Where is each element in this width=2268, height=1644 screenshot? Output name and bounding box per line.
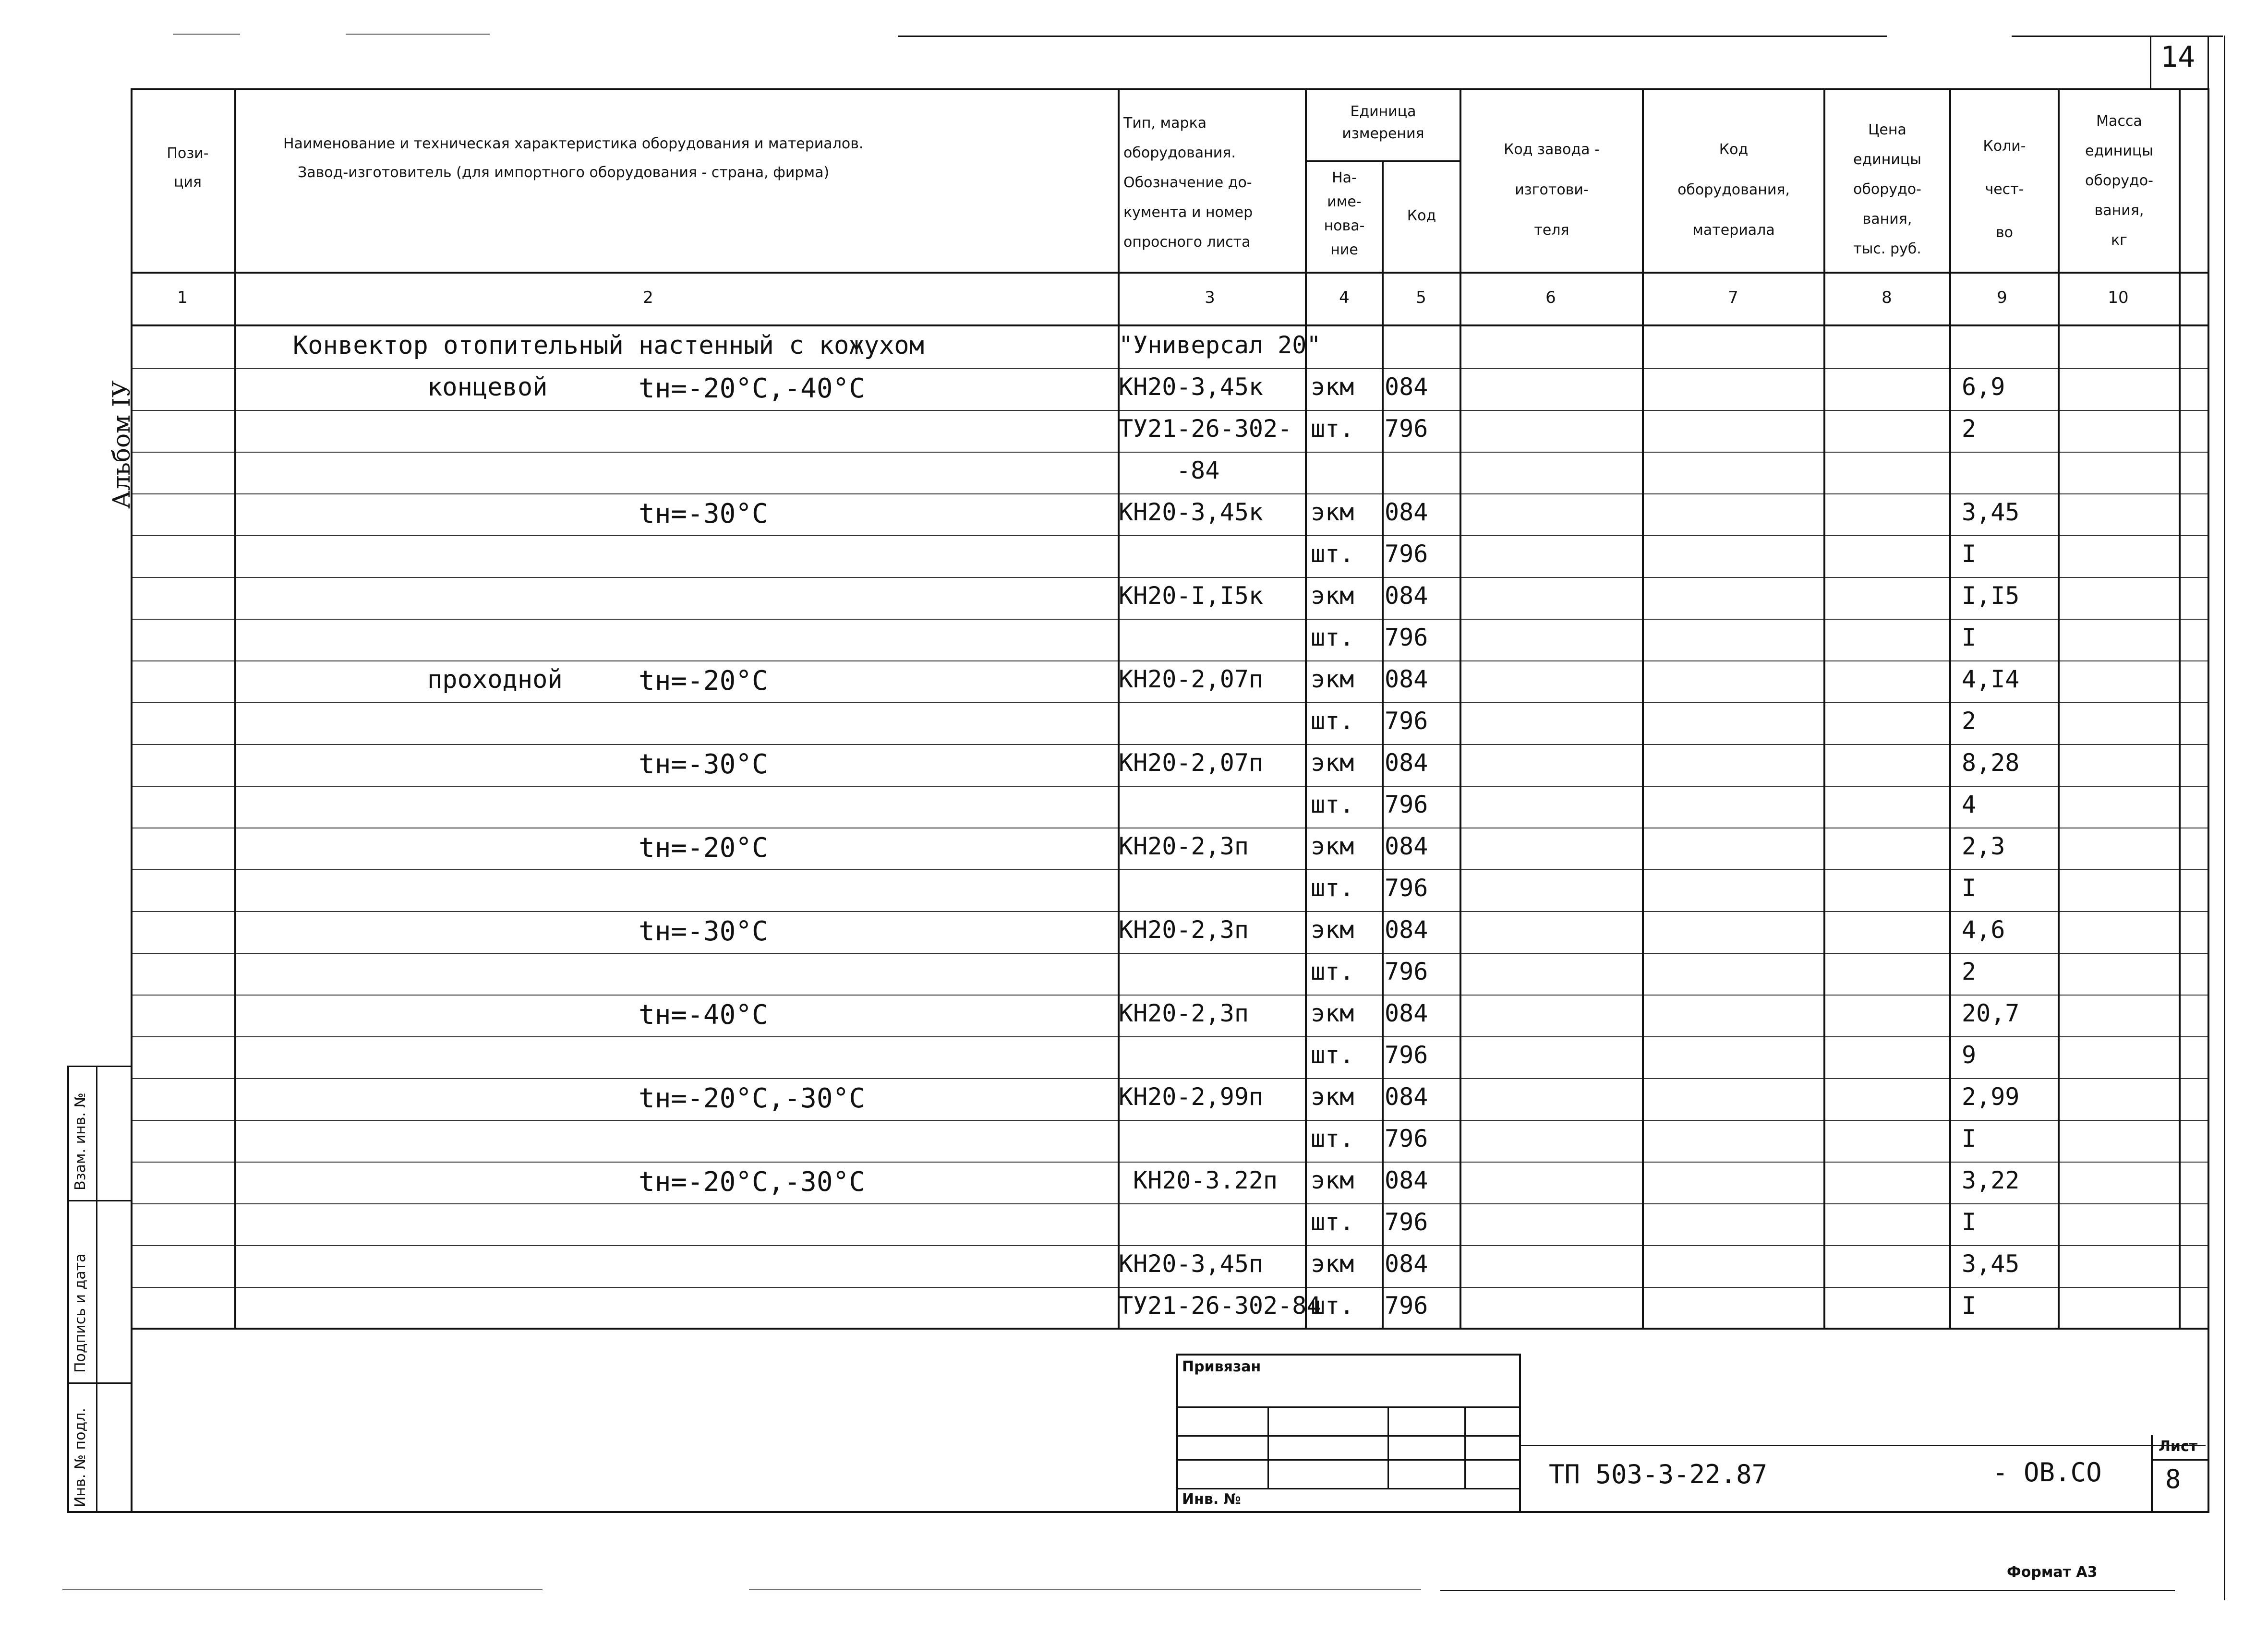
- header-col-9-l2: чест-: [1985, 181, 2024, 198]
- row-unit-code: 796: [1385, 415, 1428, 443]
- row-type: КН20-2,07п: [1119, 665, 1264, 693]
- header-col-1-l1: Пози-: [167, 145, 209, 162]
- row-type: КН20-3,45п: [1119, 1250, 1264, 1278]
- doc-code: ТП 503-3-22.87: [1549, 1459, 1768, 1489]
- row-quantity: I: [1962, 1125, 1977, 1152]
- header-col-3-l2: оборудования.: [1123, 144, 1236, 161]
- col-number-1: 1: [177, 288, 188, 307]
- row-unit-name: шт.: [1311, 958, 1354, 985]
- row-unit-name: экм: [1311, 916, 1354, 944]
- header-col-7-l2: оборудования,: [1677, 181, 1790, 198]
- header-col-4-l3: нова-: [1324, 217, 1365, 234]
- header-col-9: [1951, 125, 2058, 254]
- row-quantity: I: [1962, 1292, 1977, 1320]
- row-unit-name: шт.: [1311, 624, 1354, 651]
- row-unit-name: экм: [1311, 498, 1354, 526]
- col-number-10: 10: [2108, 288, 2129, 307]
- row-quantity: I: [1962, 624, 1977, 651]
- row-type: КН20-2,3п: [1119, 999, 1249, 1027]
- header-unit-title-l1: Единица: [1350, 103, 1416, 120]
- row-unit-code: 796: [1385, 791, 1428, 818]
- row-unit-name: экм: [1311, 999, 1354, 1027]
- row-temperature: tн=-20°С: [639, 832, 768, 864]
- header-col-5: Код: [1407, 207, 1436, 224]
- row-temperature: tн=-20°С,-30°С: [639, 1166, 866, 1198]
- header-col-8-l2: единицы: [1853, 151, 1921, 168]
- format-label: Формат А3: [2007, 1564, 2098, 1581]
- row-type: КН20-2,07п: [1119, 749, 1264, 777]
- row-temperature: tн=-20°С,-30°С: [639, 1083, 866, 1114]
- sheet-number: 8: [2165, 1464, 2181, 1494]
- row-unit-code: 084: [1385, 999, 1428, 1027]
- row-unit-name: шт.: [1311, 1125, 1354, 1152]
- row-unit-name: шт.: [1311, 1292, 1354, 1320]
- row-unit-code: 796: [1385, 874, 1428, 902]
- album-label: Альбом IУ: [108, 380, 135, 509]
- side-label-replaced-inv: Взам. инв. №: [72, 1092, 89, 1190]
- header-col-7-l1: Код: [1719, 141, 1749, 158]
- col-number-2: 2: [643, 288, 653, 307]
- header-col-2-l2: Завод-изготовитель (для импортного оборудования - страна, фирма): [298, 164, 830, 181]
- row-unit-code: 084: [1385, 749, 1428, 777]
- header-unit-title-l2: измерения: [1342, 125, 1424, 142]
- row-type: ТУ21-26-302-: [1119, 415, 1292, 443]
- row-quantity: 2,3: [1962, 832, 2005, 860]
- row-quantity: I: [1962, 540, 1977, 568]
- header-col-7-l3: материала: [1692, 222, 1775, 239]
- row-name: концевой: [427, 373, 548, 402]
- row-unit-code: 796: [1385, 1208, 1428, 1236]
- side-label-signature-date: Подпись и дата: [72, 1253, 89, 1373]
- header-unit-title: [1307, 101, 1460, 145]
- stamp-bound-label: Привязан: [1182, 1358, 1261, 1375]
- doc-suffix: - ОВ.СО: [1992, 1457, 2102, 1488]
- header-col-3-l3: Обозначение до-: [1123, 174, 1252, 191]
- header-col-10: [2060, 107, 2179, 255]
- header-col-10-l5: кг: [2111, 232, 2127, 249]
- row-unit-name: экм: [1311, 1166, 1354, 1194]
- row-quantity: I: [1962, 1208, 1977, 1236]
- row-quantity: 3,45: [1962, 498, 2020, 526]
- row-quantity: 4,I4: [1962, 665, 2020, 693]
- row-unit-code: 084: [1385, 665, 1428, 693]
- row-quantity: 4: [1962, 791, 1977, 818]
- row-type: -84: [1176, 456, 1220, 484]
- row-quantity: I: [1962, 874, 1977, 902]
- header-col-3: [1123, 108, 1301, 257]
- header-col-1-l2: ция: [174, 174, 202, 191]
- row-type: КН20-2,99п: [1119, 1083, 1264, 1111]
- header-col-10-l2: единицы: [2085, 143, 2153, 159]
- row-type: КН20-I,I5к: [1119, 582, 1264, 610]
- row-unit-code: 796: [1385, 540, 1428, 568]
- header-col-2: [240, 130, 1109, 187]
- header-col-9-l1: Коли-: [1983, 138, 2026, 155]
- row-type: ТУ21-26-302-84: [1119, 1292, 1321, 1320]
- row-quantity: 8,28: [1962, 749, 2020, 777]
- header-col-6-l1: Код завода -: [1504, 141, 1600, 158]
- header-col-4-l1: На-: [1332, 169, 1357, 186]
- row-quantity: 9: [1962, 1041, 1977, 1069]
- col-number-7: 7: [1728, 288, 1738, 307]
- row-unit-code: 084: [1385, 373, 1428, 401]
- col-number-6: 6: [1545, 288, 1556, 307]
- row-unit-code: 796: [1385, 958, 1428, 985]
- row-unit-code: 084: [1385, 1250, 1428, 1278]
- header-col-4-l2: име-: [1327, 193, 1362, 210]
- header-col-3-l4: кумента и номер: [1123, 204, 1253, 221]
- header-col-4: [1307, 166, 1382, 262]
- row-quantity: 3,22: [1962, 1166, 2020, 1194]
- row-type: КН20-2,3п: [1119, 916, 1249, 944]
- row-unit-name: шт.: [1311, 540, 1354, 568]
- row-unit-code: 084: [1385, 832, 1428, 860]
- row-type: КН20-3.22п: [1133, 1166, 1278, 1194]
- row-unit-name: шт.: [1311, 874, 1354, 902]
- row-unit-name: экм: [1311, 1250, 1354, 1278]
- row-unit-name: шт.: [1311, 1041, 1354, 1069]
- header-col-8-l5: тыс. руб.: [1853, 240, 1921, 257]
- col-number-9: 9: [1997, 288, 2007, 307]
- header-col-6-l3: теля: [1534, 222, 1569, 239]
- row-temperature: tн=-30°С: [639, 498, 768, 529]
- row-type: "Универсал 20": [1119, 331, 1321, 359]
- header-col-6-l2: изготови-: [1515, 181, 1589, 198]
- row-unit-name: шт.: [1311, 1208, 1354, 1236]
- stamp-inv-label: Инв. №: [1182, 1491, 1241, 1508]
- row-temperature: tн=-30°С: [639, 916, 768, 947]
- row-unit-code: 796: [1385, 1041, 1428, 1069]
- header-col-3-l1: Тип, марка: [1123, 115, 1207, 132]
- row-type: КН20-3,45к: [1119, 498, 1264, 526]
- row-unit-code: 084: [1385, 1166, 1428, 1194]
- row-unit-code: 796: [1385, 624, 1428, 651]
- row-temperature: tн=-40°С: [639, 999, 768, 1031]
- header-col-6: [1461, 130, 1642, 251]
- row-unit-code: 084: [1385, 916, 1428, 944]
- header-col-8-l3: оборудо-: [1853, 181, 1921, 198]
- row-unit-code: 084: [1385, 498, 1428, 526]
- row-name: проходной: [427, 665, 563, 694]
- header-col-8-l1: Цена: [1868, 121, 1906, 138]
- row-type: КН20-2,3п: [1119, 832, 1249, 860]
- row-quantity: 4,6: [1962, 916, 2005, 944]
- row-unit-name: экм: [1311, 1083, 1354, 1111]
- row-unit-name: шт.: [1311, 707, 1354, 735]
- row-temperature: tн=-20°С: [639, 665, 768, 696]
- row-name: Конвектор отопительный настенный с кожухом: [293, 331, 924, 360]
- header-col-10-l1: Масса: [2096, 113, 2142, 130]
- col-number-5: 5: [1416, 288, 1426, 307]
- sheet-corner-number: 14: [2160, 40, 2196, 74]
- row-unit-name: экм: [1311, 749, 1354, 777]
- row-quantity: 2: [1962, 707, 1977, 735]
- row-quantity: 2,99: [1962, 1083, 2020, 1111]
- sheet-label: Лист: [2159, 1438, 2198, 1455]
- header-col-3-l5: опросного листа: [1123, 234, 1251, 251]
- header-col-10-l4: вания,: [2094, 202, 2144, 219]
- row-quantity: I,I5: [1962, 582, 2020, 610]
- col-number-3: 3: [1205, 288, 1215, 307]
- row-unit-name: шт.: [1311, 791, 1354, 818]
- header-col-7: [1644, 130, 1823, 251]
- row-quantity: 3,45: [1962, 1250, 2020, 1278]
- row-unit-name: шт.: [1311, 415, 1354, 443]
- row-unit-name: экм: [1311, 582, 1354, 610]
- row-quantity: 2: [1962, 415, 1977, 443]
- header-col-9-l3: во: [1995, 224, 2014, 241]
- row-unit-name: экм: [1311, 832, 1354, 860]
- header-col-4-l4: ние: [1330, 241, 1358, 258]
- header-col-8-l4: вания,: [1862, 211, 1912, 228]
- row-unit-code: 796: [1385, 1292, 1428, 1320]
- row-unit-name: экм: [1311, 665, 1354, 693]
- side-label-original-inv: Инв. № подл.: [72, 1408, 89, 1507]
- row-type: КН20-3,45к: [1119, 373, 1264, 401]
- header-col-8: [1825, 115, 1949, 264]
- row-unit-code: 084: [1385, 582, 1428, 610]
- row-quantity: 6,9: [1962, 373, 2005, 401]
- col-number-4: 4: [1339, 288, 1350, 307]
- row-unit-code: 796: [1385, 707, 1428, 735]
- header-col-2-l1: Наименование и техническая характеристика оборудования и материалов.: [283, 135, 864, 152]
- row-quantity: 2: [1962, 958, 1977, 985]
- row-quantity: 20,7: [1962, 999, 2020, 1027]
- col-number-8: 8: [1882, 288, 1892, 307]
- header-col-10-l3: оборудо-: [2085, 172, 2153, 189]
- row-temperature: tн=-20°С,-40°С: [639, 373, 866, 404]
- row-unit-code: 084: [1385, 1083, 1428, 1111]
- header-col-1: [142, 139, 233, 197]
- row-temperature: tн=-30°С: [639, 749, 768, 780]
- row-unit-code: 796: [1385, 1125, 1428, 1152]
- row-unit-name: экм: [1311, 373, 1354, 401]
